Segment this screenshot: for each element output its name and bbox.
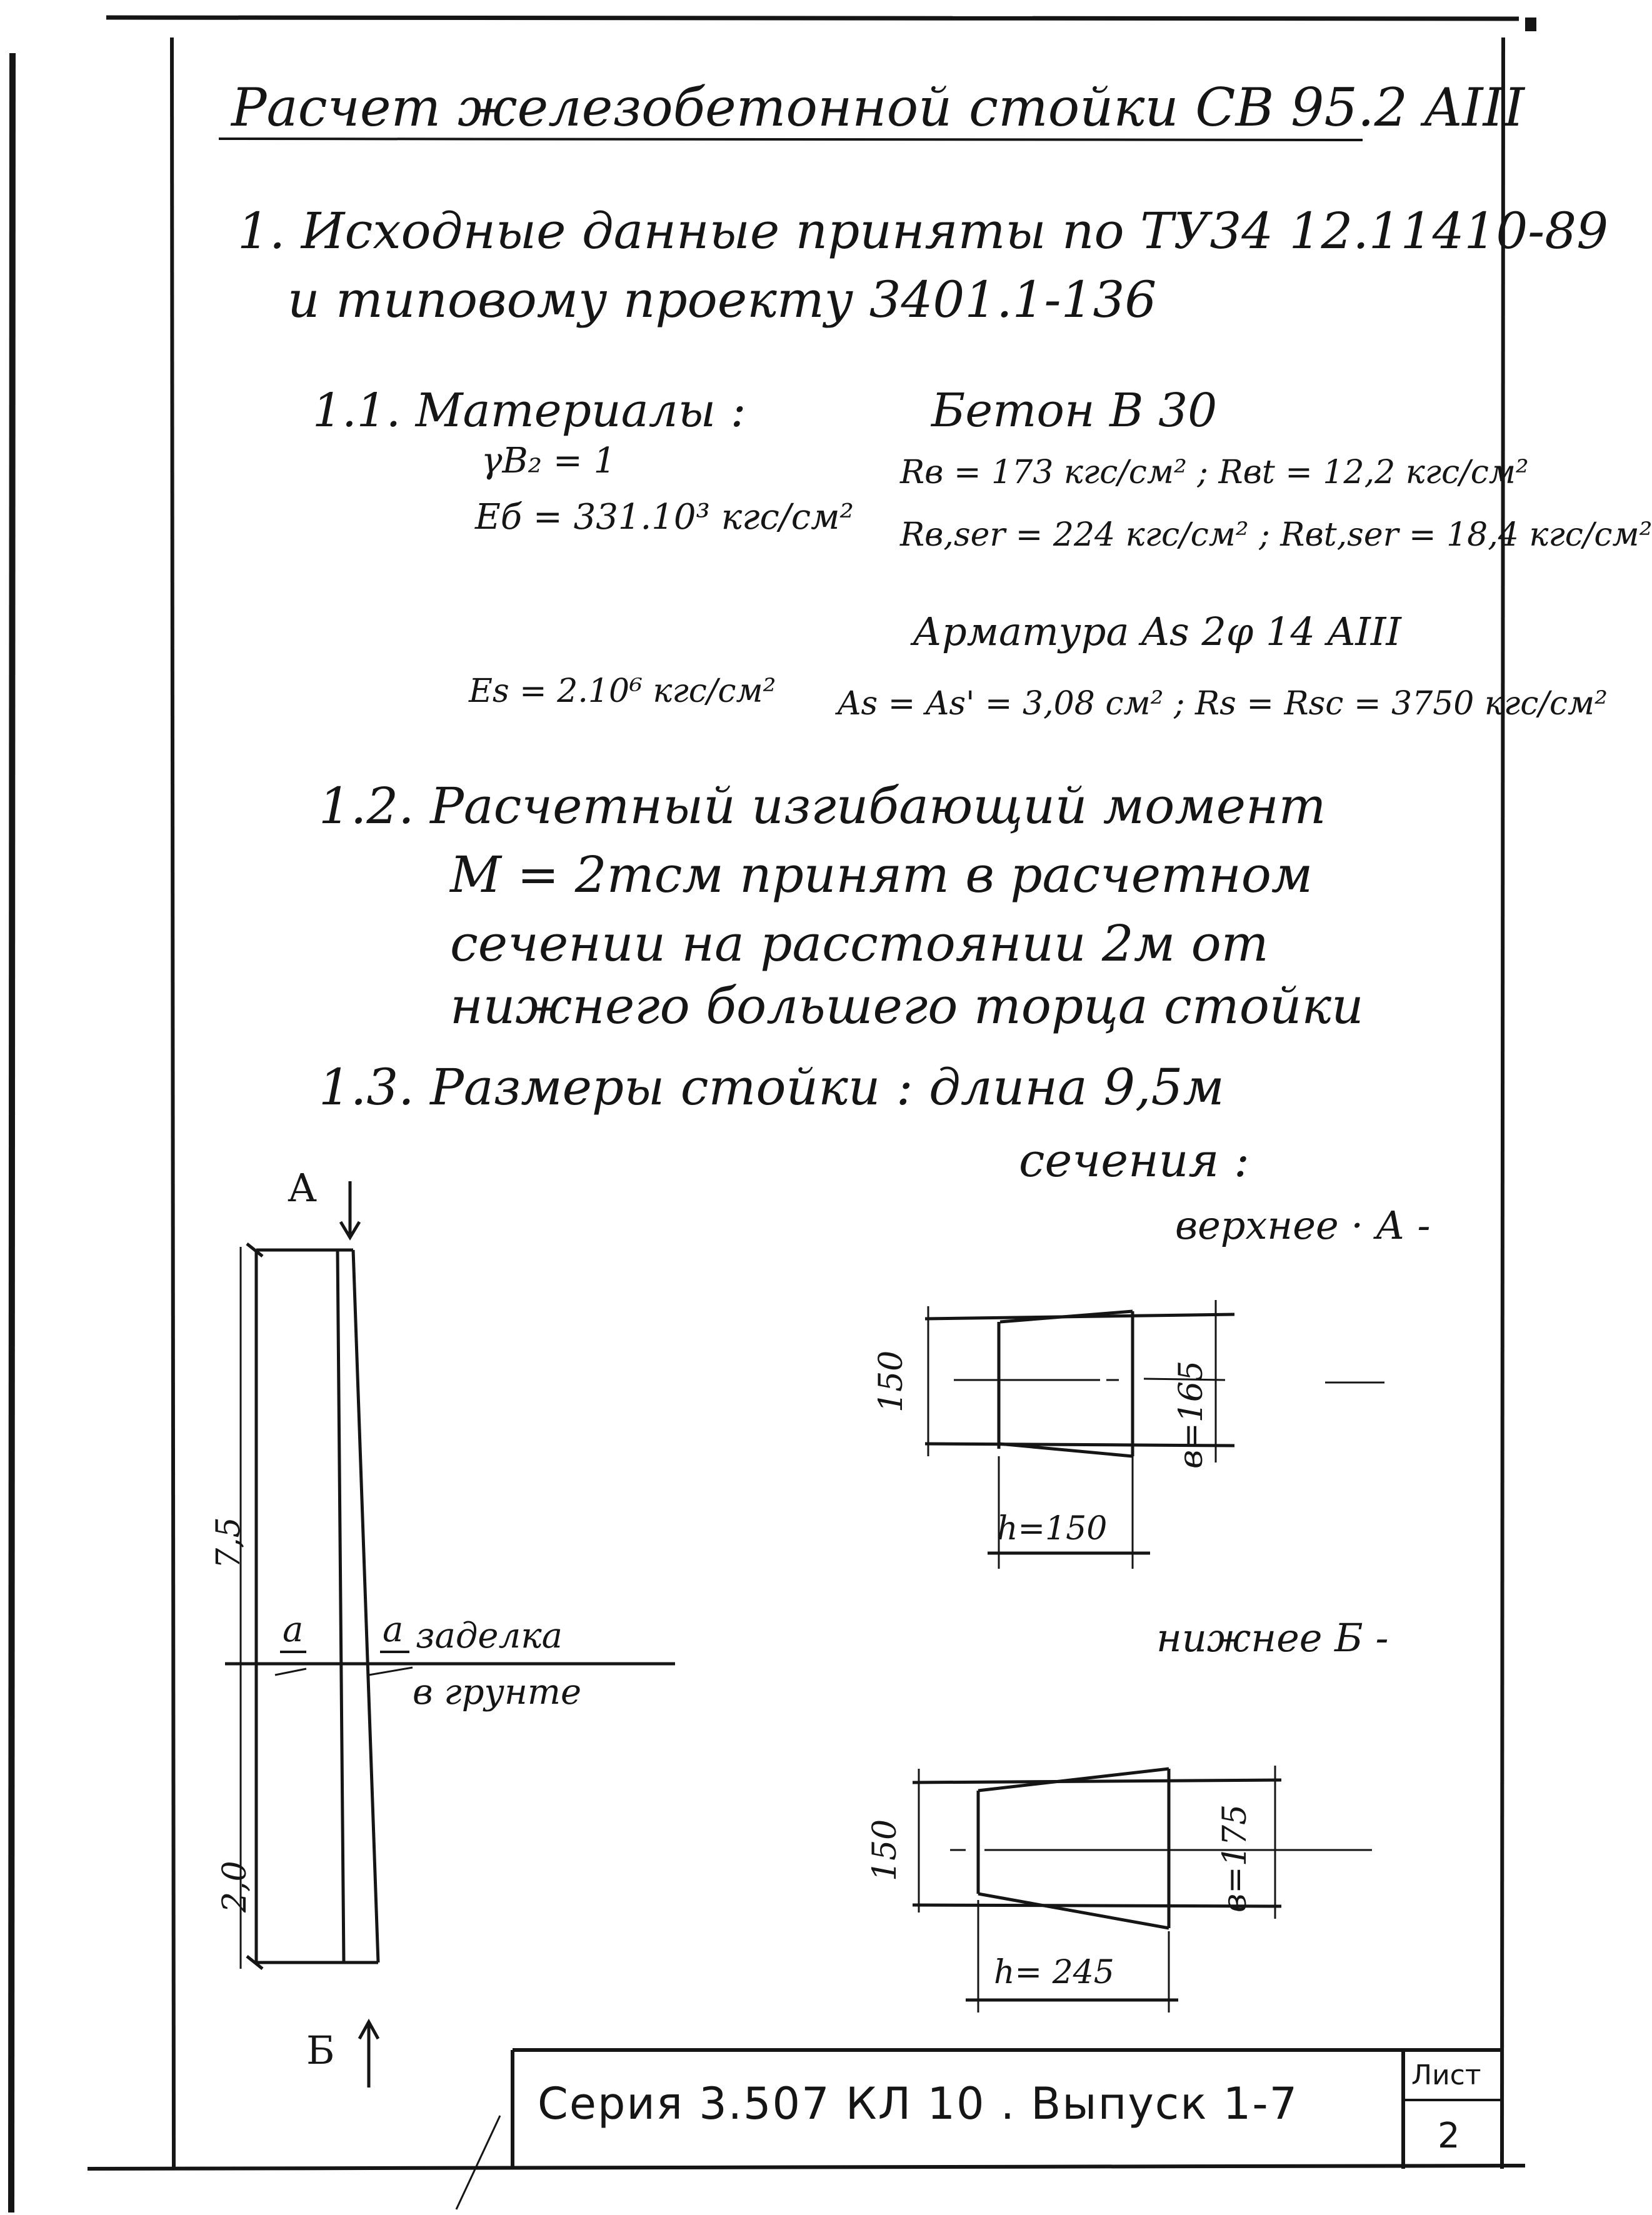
sheet-number: 2 [1438, 2116, 1460, 2156]
post-length-lower: 2,0 [216, 1861, 254, 1912]
eb-value: Eб = 331.10³ кгс/см² [475, 497, 854, 538]
post-mark-right: а [383, 1609, 404, 1650]
corner-mark [1525, 18, 1536, 31]
section-a-drawing [925, 1300, 1384, 1569]
outer-left-edge [11, 53, 13, 2212]
section-b-h-right-dim: в=175 [1216, 1804, 1254, 1912]
es-value: Es = 2.10⁶ кгс/см² [469, 672, 776, 710]
frame-right [1502, 38, 1503, 2169]
dimensions-line-1: 1.3. Размеры стойки : длина 9,5м [319, 1058, 1224, 1116]
post-mark-left: а [283, 1609, 304, 1650]
section-1-line-1: 1. Исходные данные приняты по ТУ34 12.11410-89 [238, 202, 1609, 260]
gamma-b2: γB₂ = 1 [481, 441, 616, 481]
title-block [456, 2050, 1503, 2209]
series-stamp: Серия 3.507 КЛ 10 . Выпуск 1-7 [538, 2078, 1299, 2129]
section-a-h-dim: h=150 [997, 1510, 1108, 1548]
upper-section-label: верхнее · А - [1175, 1202, 1431, 1248]
section-b-b-dim: 150 [866, 1819, 904, 1881]
section-a-h-right-dim: в=165 [1173, 1360, 1210, 1469]
post-length-upper: 7,5 [210, 1517, 248, 1569]
moment-line-1: 1.2. Расчетный изгибающий момент [319, 777, 1326, 835]
rebar-spec: Арматура As 2φ 14 AIII [913, 609, 1401, 654]
frame-left [172, 38, 174, 2169]
page-title: Расчет железобетонной стойки СВ 95.2 AIII [231, 77, 1524, 138]
rb-ser-values: Rв,ser = 224 кгс/см² ; Rвt,ser = 18,4 кгс/см² [900, 516, 1652, 554]
title-underline [219, 139, 1363, 140]
frame-bottom [88, 2166, 1525, 2169]
rb-values: Rв = 173 кгс/см² ; Rвt = 12,2 кгс/см² [900, 454, 1529, 491]
section-b-h-dim: h= 245 [994, 1954, 1114, 1991]
concrete-class: Бетон В 30 [931, 384, 1218, 438]
post-label-a: А [288, 1165, 317, 1211]
section-1-line-2: и типовому проекту 3401.1-136 [288, 271, 1157, 329]
moment-line-3: сечении на расстоянии 2м от [450, 914, 1269, 972]
moment-line-4: нижнего большего торца стойки [450, 977, 1364, 1035]
section-a-b-dim: 150 [873, 1350, 910, 1412]
sheet-label: Лист [1411, 2059, 1481, 2091]
embed-label-line-2: в грунте [413, 1672, 582, 1712]
as-values: As = As' = 3,08 см² ; Rs = Rsc = 3750 кгс/см² [838, 685, 1608, 722]
section-b-drawing [913, 1766, 1372, 2012]
embed-label-line-1: заделка [416, 1616, 563, 1656]
sections-label: сечения : [1019, 1134, 1249, 1188]
frame-top [106, 18, 1519, 19]
moment-line-2: M = 2тсм принят в расчетном [450, 846, 1313, 904]
post-label-b: Б [306, 2028, 335, 2073]
materials-label: 1.1. Материалы : [313, 384, 746, 438]
lower-section-label: нижнее Б - [1156, 1615, 1389, 1661]
